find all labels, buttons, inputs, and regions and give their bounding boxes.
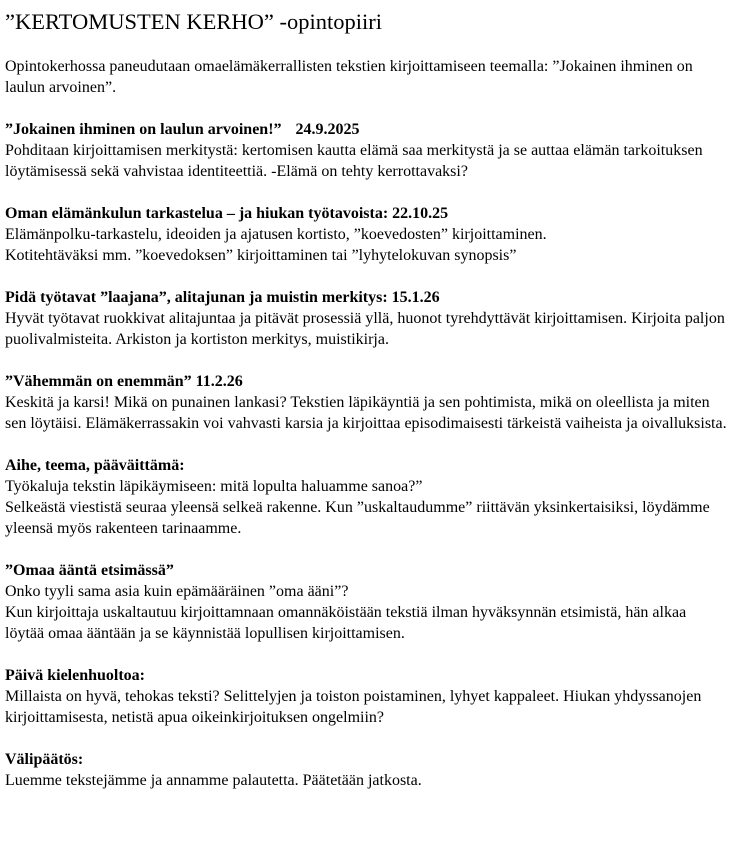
section-kick-off xyxy=(5,119,727,182)
section-heading: ”Omaa ääntä etsimässä” xyxy=(5,562,174,579)
section-heading: Pidä työtavat ”laajana”, alitajunan ja muistin merkitys: 15.1.26 xyxy=(5,289,440,306)
section-heading: Päivä kielenhuoltoa: xyxy=(5,667,146,684)
section-text: Kun kirjoittaja uskaltautuu kirjoittamnaan omannäköistään tekstiä ilman hyväksynnän etsimistä, hän alkaa löytää omaa ääntään ja se käynnistää lopullisen kirjoittamisen. xyxy=(5,604,687,642)
section-text: Keskitä ja karsi! Mikä on punainen lankasi? Tekstien läpikäyntiä ja sen pohtimista, mikä on oleellista ja miten sen löytäisi. Elämäkerrassakin voi vahvasti karsia ja kirjoittaa episodimaisesti tärkeistä vaiheista ja oivalluksista. xyxy=(5,394,727,432)
section-theme xyxy=(5,455,727,539)
section-text: Selkeästä viestistä seuraa yleensä selkeä rakenne. Kun ”uskaltaudumme” riittävän yksinkertaisiksi, löydämme yleensä myös rakenteen tarinaamme. xyxy=(5,499,710,537)
section-heading: Oman elämänkulun tarkastelua – ja hiukan työtavoista: 22.10.25 xyxy=(5,205,449,222)
section-work-methods xyxy=(5,287,727,350)
page-title: ”KERTOMUSTEN KERHO” -opintopiiri xyxy=(5,9,382,34)
section-interim-decision xyxy=(5,749,727,791)
section-text: Elämänpolku-tarkastelu, ideoiden ja ajatusen kortisto, ”koevedosten” kirjoittaminen. xyxy=(5,226,547,243)
section-text: Kotitehtäväksi mm. ”koevedoksen” kirjoittaminen tai ”lyhytelokuvan synopsis” xyxy=(5,247,517,264)
section-text: Työkaluja tekstin läpikäymiseen: mitä lopulta haluamme sanoa?” xyxy=(5,478,423,495)
section-heading-text: ”Jokainen ihminen on laulun arvoinen!” xyxy=(5,121,282,138)
section-text: Millaista on hyvä, tehokas teksti? Selittelyjen ja toiston poistaminen, lyhyet kappaleet. Hiukan yhdyssanojen kirjoittamisesta, netistä apua oikeinkirjoituksen ongelmiin? xyxy=(5,688,702,726)
section-date: 24.9.2025 xyxy=(295,121,360,138)
section-less-is-more xyxy=(5,371,727,434)
section-language-care xyxy=(5,665,727,728)
section-heading xyxy=(5,119,727,140)
section-life-course xyxy=(5,203,727,266)
section-own-voice xyxy=(5,560,727,644)
section-text: Pohditaan kirjoittamisen merkitystä: kertomisen kautta elämä saa merkitystä ja se auttaa elämän tarkoituksen löytämisessä sekä vahvistaa identiteettiä. -Elämä on tehty kerrottavaksi? xyxy=(5,142,703,180)
section-text: Onko tyyli sama asia kuin epämääräinen ”oma ääni”? xyxy=(5,583,349,600)
section-heading: Aihe, teema, pääväittämä: xyxy=(5,457,185,474)
section-heading: Välipäätös: xyxy=(5,751,84,768)
section-text: Hyvät työtavat ruokkivat alitajuntaa ja pitävät prosessiä yllä, huonot tyrehdyttävät kirjoittamisen. Kirjoita paljon puolivalmisteita. Arkiston ja kortiston merkitys, muistikirja. xyxy=(5,310,725,348)
section-text: Luemme tekstejämme ja annamme palautetta. Päätetään jatkosta. xyxy=(5,772,422,789)
section-heading: ”Vähemmän on enemmän” 11.2.26 xyxy=(5,373,243,390)
intro-paragraph: Opintokerhossa paneudutaan omaelämäkerrallisten tekstien kirjoittamiseen teemalla: ”Jokainen ihminen on laulun arvoinen”. xyxy=(5,58,693,96)
